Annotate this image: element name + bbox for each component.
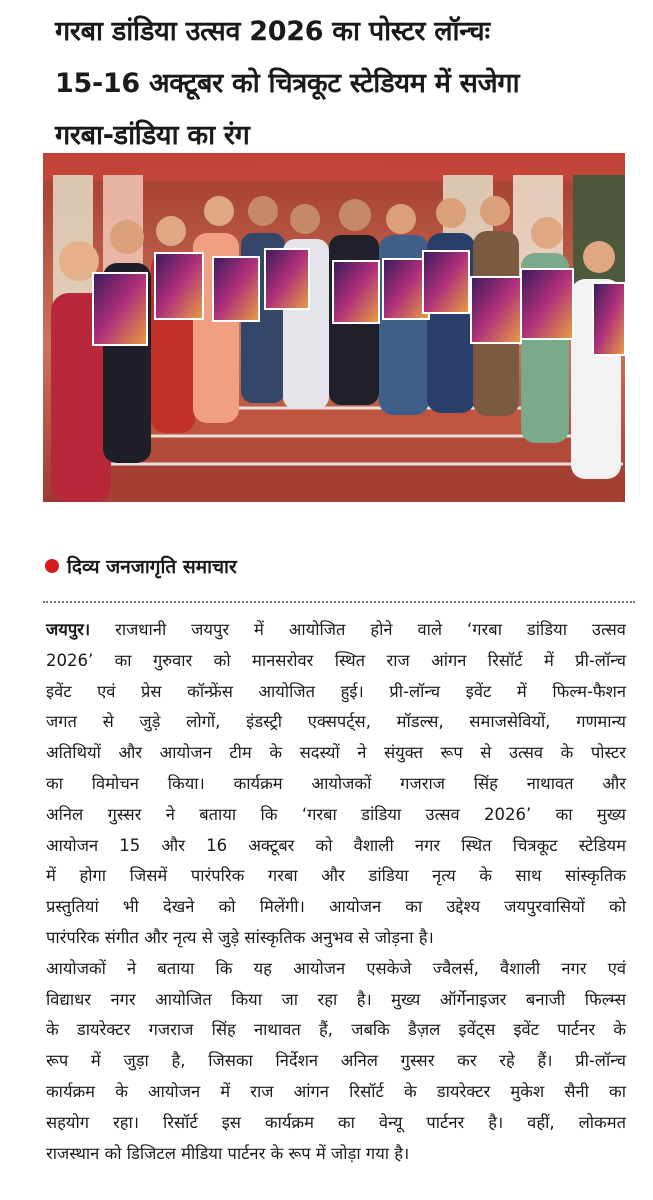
- article-line: सहयोग रहा। रिसॉर्ट इस कार्यक्रम का वेन्यू पार्टनर है। वहीं, लोकमत: [46, 1112, 626, 1132]
- article-line: अनिल गुस्सर ने बताया कि ‘गरबा डांडिया उत्सव 2026’ का मुख्य: [46, 804, 626, 824]
- dotted-divider: [43, 601, 635, 603]
- byline: [45, 553, 237, 579]
- article-line: कार्यक्रम के आयोजन में राज आंगन रिसॉर्ट के डायरेक्टर मुकेश सैनी का: [46, 1081, 626, 1101]
- article-body: [46, 615, 626, 1169]
- article-line: विद्याधर नगर आयोजित किया जा रहा है। मुख्य ऑर्गेनाइजर बनाजी फिल्म्स: [46, 989, 626, 1009]
- headline-line: गरबा डांडिया उत्सव 2026 का पोस्टर लॉन्चः: [55, 16, 490, 47]
- headline-line: 15-16 अक्टूबर को चित्रकूट स्टेडियम में सजेगा: [55, 68, 520, 99]
- article-line: पारंपरिक संगीत और नृत्य से जुड़े सांस्कृतिक अनुभव से जोड़ना है।: [46, 927, 434, 947]
- article-line: प्रस्तुतियां भी देखने को मिलेंगी। आयोजन का उद्देश्य जयपुरवासियों को: [46, 897, 626, 917]
- byline-source: दिव्य जनजागृति समाचार: [67, 556, 237, 578]
- article-line: के डायरेक्टर गजराज सिंह नाथावत हैं, जबकि डैज़ल इवेंट्स इवेंट पार्टनर के: [46, 1020, 626, 1040]
- article-line: में होगा जिसमें पारंपरिक गरबा और डांडिया नृत्य के साथ सांस्कृतिक: [46, 866, 626, 886]
- article-line: अतिथियों और आयोजन टीम के सदस्यों ने संयुक्त रूप से उत्सव के पोस्टर: [46, 743, 626, 763]
- article-line: का विमोचन किया। कार्यक्रम आयोजकों गजराज सिंह नाथावत और: [46, 773, 626, 793]
- red-bullet-icon: [45, 559, 59, 573]
- article-line: जगत से जुड़े लोगों, इंडस्ट्री एक्सपर्ट्स, मॉडल्स, समाजसेवियों, गणमान्य: [46, 712, 626, 732]
- article-line: [46, 615, 626, 646]
- dateline: जयपुर।: [46, 620, 91, 639]
- article-line: 2026’ का गुरुवार को मानसरोवर स्थित राज आंगन रिसॉर्ट में प्री-लॉन्च: [46, 650, 626, 670]
- article-line-text: राजधानी जयपुर में आयोजित होने वाले ‘गरबा डांडिया उत्सव: [90, 620, 626, 639]
- headline: [55, 6, 645, 162]
- headline-line: गरबा-डांडिया का रंग: [55, 120, 250, 151]
- article-line: इवेंट एवं प्रेस कॉन्फ्रेंस आयोजित हुई। प्री-लॉन्च इवेंट में फिल्म-फैशन: [46, 681, 626, 701]
- article-line: राजस्थान को डिजिटल मीडिया पार्टनर के रूप में जोड़ा गया है।: [46, 1143, 410, 1163]
- poster-launch-photo-illustration: [43, 153, 625, 502]
- article-line: रूप में जुड़ा है, जिसका निर्देशन अनिल गुस्सर कर रहे हैं। प्री-लॉन्च: [46, 1051, 626, 1071]
- article-line: आयोजकों ने बताया कि यह आयोजन एसकेजे ज्वैलर्स, वैशाली नगर एवं: [46, 958, 626, 978]
- article-line: आयोजन 15 और 16 अक्टूबर को वैशाली नगर स्थित चित्रकूट स्टेडियम: [46, 835, 626, 855]
- event-photo: [43, 153, 625, 502]
